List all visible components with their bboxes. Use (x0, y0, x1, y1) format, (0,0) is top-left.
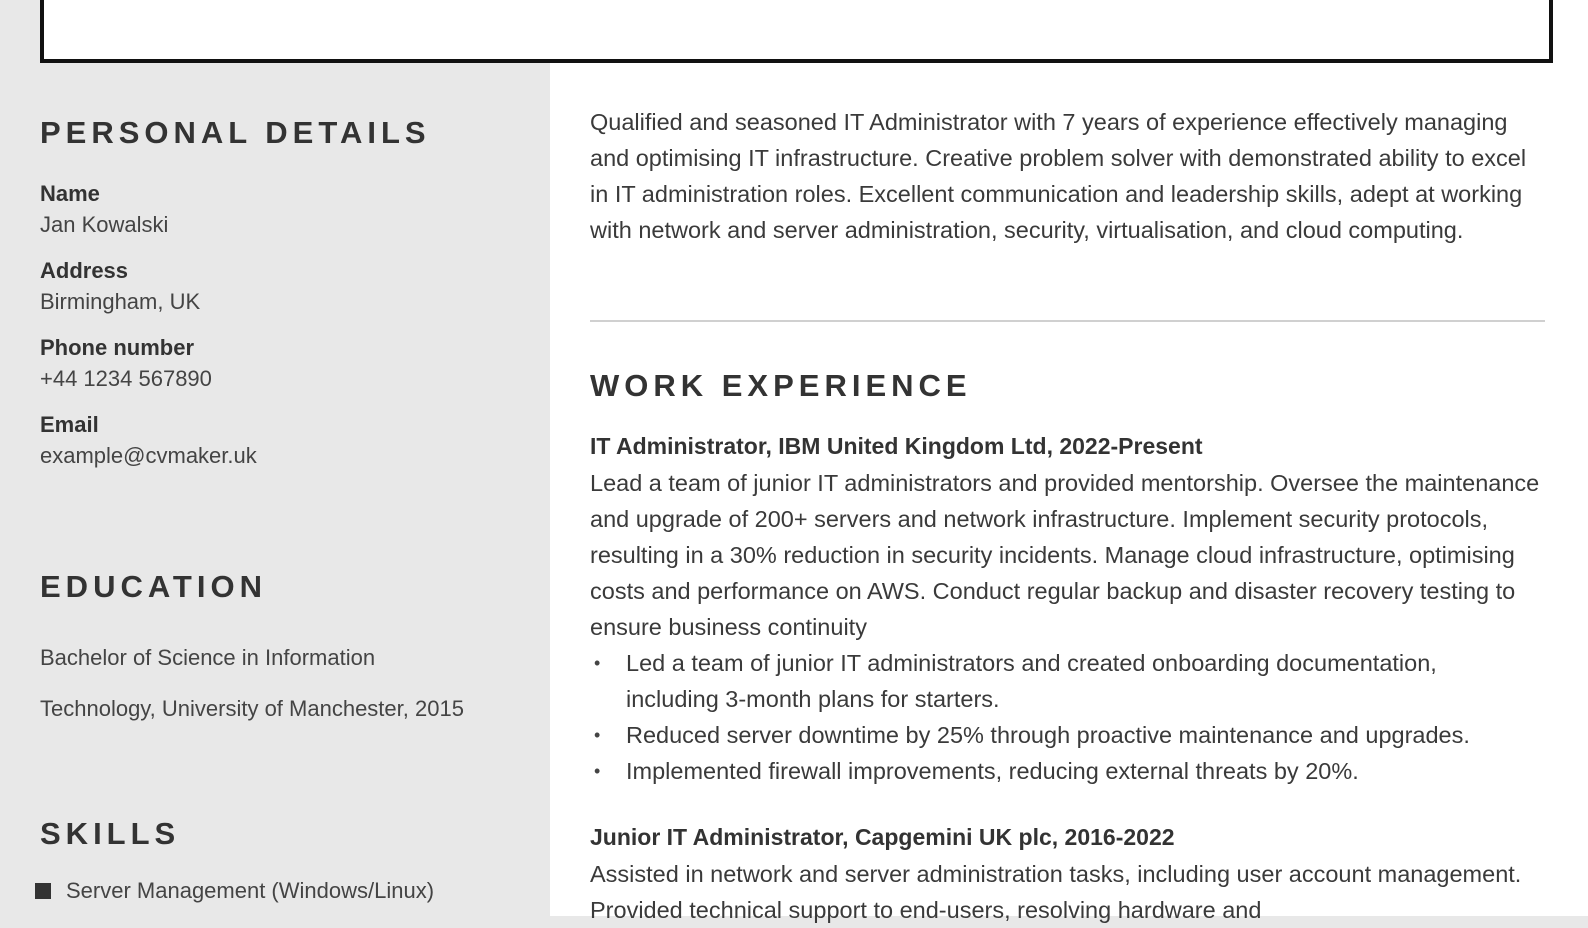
job-heading-1: IT Administrator, IBM United Kingdom Ltd, 2022-Present (590, 433, 1203, 459)
education-line-2: Technology, University of Manchester, 2015 (40, 696, 464, 721)
address-value: Birmingham, UK (40, 289, 201, 314)
skill-item (35, 878, 434, 904)
job-bullets-1 (590, 645, 1520, 789)
job-description-1: Lead a team of junior IT administrators and provided mentorship. Oversee the maintenance and upgrade of 200+ servers and network infrastructure. Implement security protocols, resulting in a 30% reduction in security incidents. Manage cloud infrastructure, optimising costs and performance on AWS. Conduct regular backup and disaster recovery testing to ensure business continuity (590, 470, 1540, 640)
section-divider (590, 320, 1545, 322)
list-item: • Implemented firewall improvements, reducing external threats by 20%. (590, 753, 1520, 789)
address-label: Address (40, 258, 129, 283)
phone-label: Phone number (40, 335, 195, 360)
header-box (40, 0, 1553, 63)
phone-value: +44 1234 567890 (40, 366, 212, 391)
personal-details-title: PERSONAL DETAILS (40, 115, 431, 150)
profile-summary: Qualified and seasoned IT Administrator with 7 years of experience effectively managing and optimising IT infrastructure. Creative problem solver with demonstrated ability to excel in IT administration roles. Excellent communication and leadership skills, adept at working with network and server administration, security, virtualisation, and cloud computing. (590, 109, 1527, 243)
skills-title: SKILLS (40, 816, 181, 851)
job-description-2: Assisted in network and server administration tasks, including user account management. Provided technical support to end-users, resolving hardware and (590, 861, 1522, 923)
square-bullet-icon (35, 883, 51, 899)
name-label: Name (40, 181, 100, 206)
list-item: • Reduced server downtime by 25% through proactive maintenance and upgrades. (590, 717, 1520, 753)
skill-label: Server Management (Windows/Linux) (66, 878, 435, 903)
email-label: Email (40, 412, 99, 437)
education-title: EDUCATION (40, 569, 267, 604)
email-value: example@cvmaker.uk (40, 443, 257, 468)
name-value: Jan Kowalski (40, 212, 169, 237)
education-line-1: Bachelor of Science in Information (40, 645, 376, 670)
list-item: • Led a team of junior IT administrators and created onboarding documentation, including 3-month plans for starters. (590, 645, 1520, 717)
work-experience-title: WORK EXPERIENCE (590, 368, 972, 403)
job-heading-2: Junior IT Administrator, Capgemini UK plc, 2016-2022 (590, 824, 1175, 850)
